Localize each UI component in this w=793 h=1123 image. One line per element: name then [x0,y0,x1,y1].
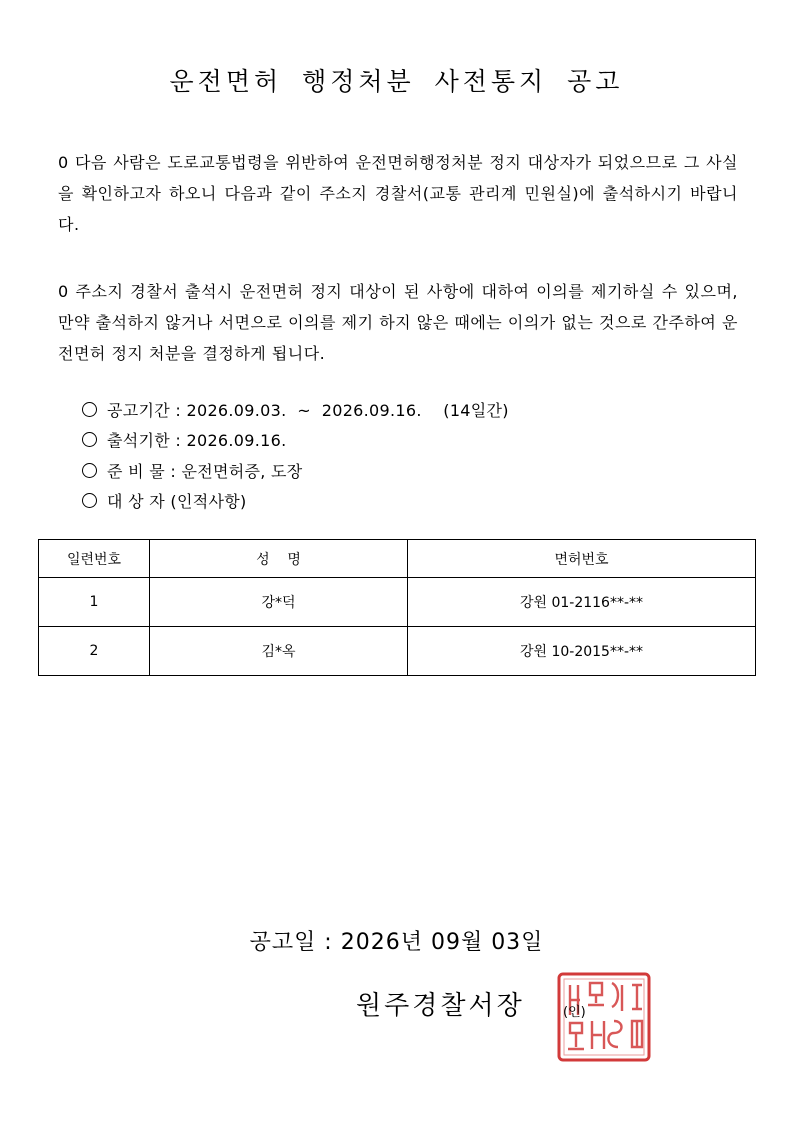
cell-license: 강원 01-2116**-** [408,578,756,627]
cell-name: 김*옥 [150,627,408,676]
header-name: 성 명 [150,540,408,578]
document-title: 운전면허 행정처분 사전통지 공고 [169,67,624,96]
circle-bullet-icon [82,432,97,447]
table-header-row [39,540,756,578]
table-row [39,578,756,627]
seal-mark: (인) [563,1005,586,1020]
cell-license: 강원 10-2015**-** [408,627,756,676]
info-materials [82,459,303,482]
header-serial: 일련번호 [39,540,150,578]
notice-paragraph-2: 0 주소지 경찰서 출석시 운전면허 정지 대상이 된 사항에 대하여 이의를 제기하실 수 있으며, 만약 출석하지 않거나 서면으로 이의를 제기 하지 않은 때에는 이의가 없는 것으로 간주하여 운전면허 정지 처분을 결정하게 됩니다. [58,282,738,363]
info-materials-text: 준 비 물 : 운전면허증, 도장 [107,462,303,481]
info-period [82,398,509,421]
issuer-name: 원주경찰서장 [356,991,525,1021]
header-license: 면허번호 [408,540,756,578]
cell-name: 강*덕 [150,578,408,627]
info-targets [82,489,247,512]
target-table [38,539,756,676]
circle-bullet-icon [82,402,97,417]
info-deadline [82,428,286,451]
table-row [39,627,756,676]
info-period-text: 공고기간 : 2026.09.03. ~ 2026.09.16. (14일간) [107,401,509,420]
notice-date: 공고일 : 2026년 09월 03일 [249,930,544,955]
cell-serial: 1 [39,578,150,627]
info-targets-text: 대 상 자 (인적사항) [107,492,247,511]
circle-bullet-icon [82,493,97,508]
notice-paragraph-1: 0 다음 사람은 도로교통법령을 위반하여 운전면허행정처분 정지 대상자가 되었으므로 그 사실을 확인하고자 하오니 다음과 같이 주소지 경찰서(교통 관리계 민원실)에 출석하시기 바랍니다. [58,153,738,234]
cell-serial: 2 [39,627,150,676]
circle-bullet-icon [82,463,97,478]
info-deadline-text: 출석기한 : 2026.09.16. [107,431,287,450]
